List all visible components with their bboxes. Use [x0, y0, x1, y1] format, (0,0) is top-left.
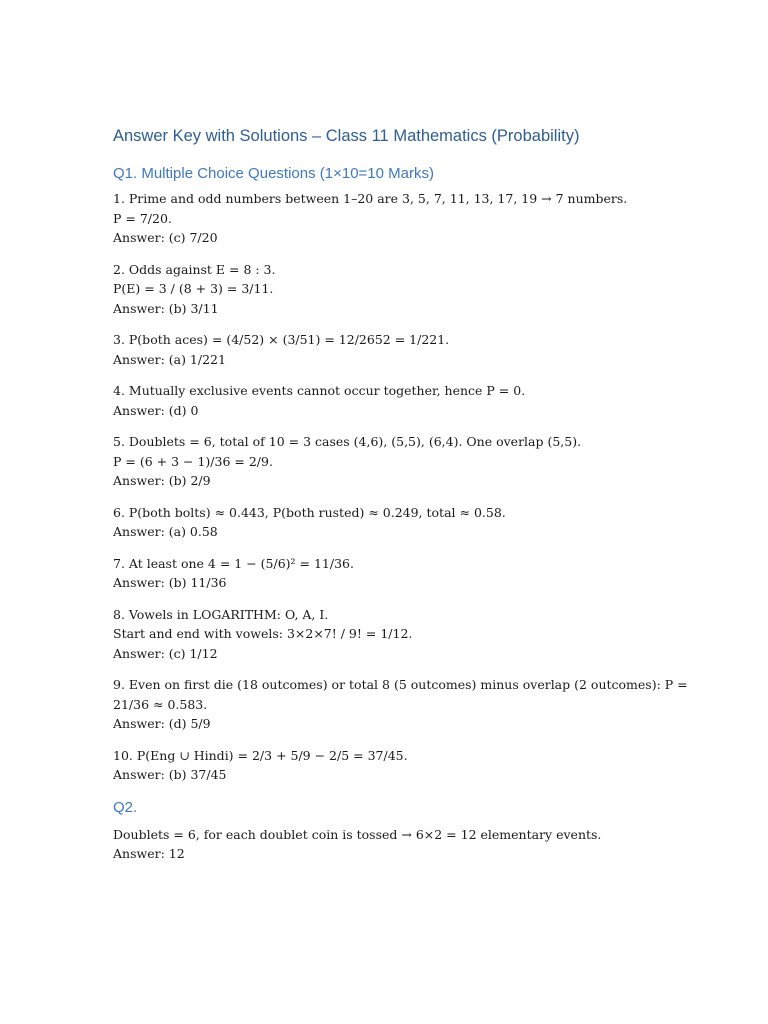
- answer-line: Answer: (a) 0.58: [113, 524, 218, 539]
- solution-line: 2. Odds against E = 8 : 3.: [113, 261, 276, 277]
- question-5: [113, 432, 708, 491]
- question-1: [113, 189, 708, 248]
- answer-line: Answer: (b) 2/9: [113, 473, 211, 488]
- question-8: [113, 605, 708, 664]
- section-heading-q2: Q2.: [113, 798, 138, 816]
- answer-line: Answer: (b) 37/45: [113, 767, 227, 782]
- solution-line: 6. P(both bolts) ≈ 0.443, P(both rusted) ≈ 0.249, total ≈ 0.58.: [113, 504, 506, 520]
- answer-line: Answer: (c) 1/12: [113, 645, 218, 661]
- solution-line: 21/36 ≈ 0.583.: [113, 696, 208, 712]
- answer-line: Answer: (c) 7/20: [113, 230, 218, 245]
- solution-line: 5. Doublets = 6, total of 10 = 3 cases (4,6), (5,5), (6,4). One overlap (5,5).: [113, 434, 582, 449]
- solution-line: 3. P(both aces) = (4/52) × (3/51) = 12/2652 = 1/221.: [113, 332, 450, 347]
- document-title: Answer Key with Solutions – Class 11 Mathematics (Probability): [113, 127, 580, 145]
- solution-line: 8. Vowels in LOGARITHM: O, A, I.: [113, 606, 329, 622]
- solution-line: P = 7/20.: [113, 210, 172, 226]
- answer-line: Answer: (b) 3/11: [113, 300, 219, 316]
- solution-line: 1. Prime and odd numbers between 1–20 are 3, 5, 7, 11, 13, 17, 19 → 7 numbers.: [113, 191, 628, 206]
- q1-question-list: [113, 189, 708, 785]
- solution-line: 7. At least one 4 = 1 − (5/6)² = 11/36.: [113, 555, 354, 571]
- solution-line: Start and end with vowels: 3×2×7! / 9! = 1/12.: [113, 626, 413, 641]
- question-6: [113, 503, 708, 542]
- q2-solution: [113, 825, 708, 864]
- question-9: [113, 675, 708, 734]
- answer-line: Answer: (d) 0: [113, 402, 199, 418]
- answer-line: Answer: (b) 11/36: [113, 575, 227, 590]
- solution-line: 10. P(Eng ∪ Hindi) = 2/3 + 5/9 − 2/5 = 37/45.: [113, 747, 408, 763]
- question-2: [113, 260, 708, 319]
- question-10: [113, 746, 708, 785]
- solution-line: P(E) = 3 / (8 + 3) = 3/11.: [113, 281, 274, 296]
- answer-line: Answer: (a) 1/221: [113, 351, 226, 367]
- question-7: [113, 554, 708, 593]
- section-heading-q1: Q1. Multiple Choice Questions (1×10=10 Marks): [113, 165, 434, 182]
- question-4: [113, 381, 708, 420]
- solution-line: 9. Even on first die (18 outcomes) or total 8 (5 outcomes) minus overlap (2 outcomes): P =: [113, 677, 688, 692]
- answer-line: Answer: 12: [113, 846, 185, 861]
- solution-line: 4. Mutually exclusive events cannot occur together, hence P = 0.: [113, 383, 526, 398]
- solution-line: P = (6 + 3 − 1)/36 = 2/9.: [113, 453, 273, 469]
- answer-line: Answer: (d) 5/9: [113, 716, 211, 731]
- question-3: [113, 330, 708, 369]
- solution-line: Doublets = 6, for each doublet coin is tossed → 6×2 = 12 elementary events.: [113, 826, 602, 842]
